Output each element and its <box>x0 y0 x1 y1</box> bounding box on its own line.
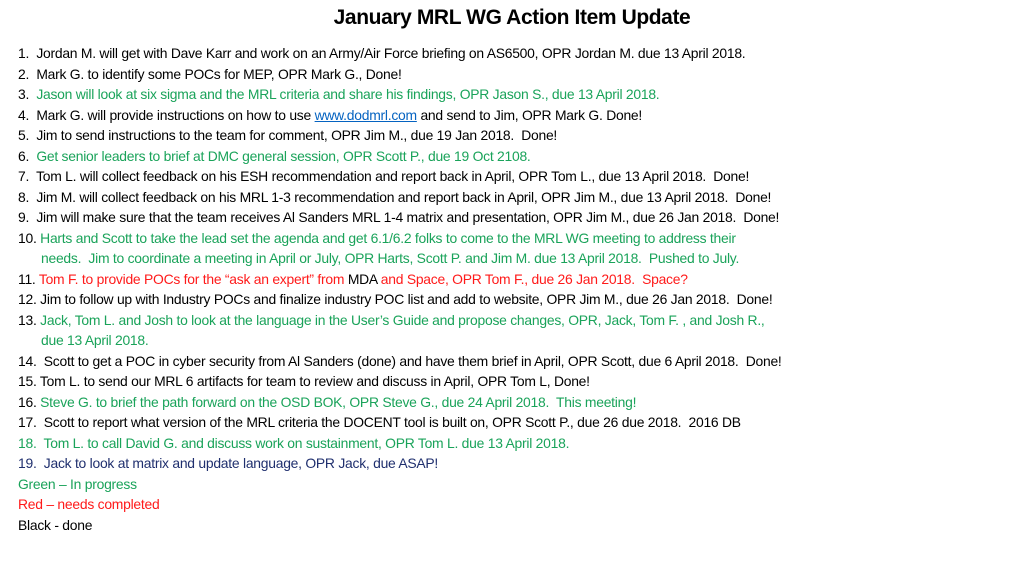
action-item <box>18 433 1018 454</box>
action-item <box>18 474 1018 495</box>
item-text: due 13 April 2018. <box>41 332 149 348</box>
item-text: Tom L. to send our MRL 6 artifacts for team to review and discuss in April, OPR Tom L, Done! <box>39 373 590 389</box>
item-number: 1. <box>18 45 37 61</box>
action-item <box>18 269 1018 290</box>
item-number: 13. <box>18 311 41 328</box>
item-number: 11. <box>18 270 39 287</box>
item-text: Green – In progress <box>18 475 137 492</box>
action-item <box>18 392 1018 413</box>
item-text: Tom F. to provide POCs for the “ask an expert” from <box>38 270 348 287</box>
item-text: Jim to send instructions to the team for comment, OPR Jim M., due 19 Jan 2018. Done! <box>36 127 558 143</box>
item-text: needs. Jim to coordinate a meeting in April or July, OPR Harts, Scott P. and Jim M. due 13 April 2018. Pushed to July. <box>41 250 740 266</box>
item-text: Black - done <box>18 516 93 533</box>
action-item-continuation <box>18 248 1018 269</box>
action-item <box>18 515 1018 536</box>
action-item <box>18 412 1018 433</box>
action-item <box>18 84 1018 105</box>
item-text: Harts and Scott to take the lead set the agenda and get 6.1/6.2 folks to come to the MRL WG meeting to address their <box>40 229 736 246</box>
item-number: 6. <box>18 147 37 164</box>
item-number: 14. <box>18 352 44 369</box>
item-number: 12. <box>18 291 41 307</box>
item-number: 3. <box>18 86 37 102</box>
action-item <box>18 207 1018 228</box>
item-text: Jim M. will collect feedback on his MRL 1-3 recommendation and report back in April, OPR Jim M., due 13 April 2018. Done! <box>36 188 772 205</box>
item-text: MDA <box>347 270 378 287</box>
item-number: 10. <box>18 229 41 246</box>
item-number: 7. <box>18 168 37 184</box>
item-number: 4. <box>18 106 37 123</box>
item-text: Jack, Tom L. and Josh to look at the language in the User’s Guide and propose changes, OPR, Jack, Tom F. , and Josh R., <box>40 311 765 328</box>
item-text: and send to Jim, OPR Mark G. Done! <box>416 106 643 123</box>
action-item <box>18 371 1018 392</box>
item-number: 9. <box>18 209 37 225</box>
item-number: 17. <box>18 414 44 430</box>
action-item-continuation <box>18 330 1018 351</box>
item-text: Get senior leaders to brief at DMC general session, OPR Scott P., due 19 Oct 2108. <box>36 147 531 164</box>
action-item <box>18 187 1018 208</box>
action-item <box>18 494 1018 515</box>
item-number: 5. <box>18 127 37 143</box>
action-item <box>18 166 1018 187</box>
item-text: Red – needs completed <box>18 496 160 512</box>
item-number: 8. <box>18 188 37 205</box>
item-text: Jordan M. will get with Dave Karr and work on an Army/Air Force briefing on AS6500, OPR Jordan M. due 13 April 2018. <box>36 45 746 61</box>
item-text: Scott to get a POC in cyber security from Al Sanders (done) and have them brief in April, OPR Scott, due 6 April 2018. Done! <box>43 352 782 369</box>
item-text: 19. Jack to look at matrix and update language, OPR Jack, due ASAP! <box>18 455 439 471</box>
action-item <box>18 105 1018 126</box>
action-item <box>18 310 1018 331</box>
slide-title: January MRL WG Action Item Update <box>333 6 691 29</box>
item-text: Scott to report what version of the MRL criteria the DOCENT tool is built on, OPR Scott P., due 26 due 2018. 2016 DB <box>43 414 741 430</box>
dodmrl-link[interactable]: www.dodmrl.com <box>314 106 417 123</box>
action-item <box>18 125 1018 146</box>
item-text: Mark G. will provide instructions on how to use <box>36 106 315 123</box>
action-item <box>18 146 1018 167</box>
item-text: Jim to follow up with Industry POCs and finalize industry POC list and add to website, OPR Jim M., due 26 Jan 2018. Done! <box>40 291 773 307</box>
item-text: Jim will make sure that the team receives Al Sanders MRL 1-4 matrix and presentation, OPR Jim M., due 26 Jan 2018. Done! <box>36 209 780 225</box>
item-text: Steve G. to brief the path forward on the OSD BOK, OPR Steve G., due 24 April 2018. This meeting! <box>40 393 637 410</box>
item-text: and Space, OPR Tom F., due 26 Jan 2018. Space? <box>377 270 688 287</box>
item-text: 18. Tom L. to call David G. and discuss work on sustainment, OPR Tom L. due 13 April 2018. <box>18 434 570 451</box>
item-text: Jason will look at six sigma and the MRL criteria and share his findings, OPR Jason S., due 13 April 2018. <box>36 86 660 102</box>
action-item <box>18 228 1018 249</box>
action-item <box>18 453 1018 474</box>
action-item-list <box>18 43 1018 535</box>
item-number: 15. <box>18 373 40 389</box>
action-item <box>18 64 1018 85</box>
item-text: Tom L. will collect feedback on his ESH recommendation and report back in April, OPR Tom L., due 13 April 2018. Done! <box>36 168 750 184</box>
action-item <box>18 289 1018 310</box>
action-item <box>18 351 1018 372</box>
item-number: 16. <box>18 393 41 410</box>
item-number: 2. <box>18 65 37 82</box>
action-item <box>18 43 1018 64</box>
item-text: Mark G. to identify some POCs for MEP, OPR Mark G., Done! <box>36 65 402 82</box>
